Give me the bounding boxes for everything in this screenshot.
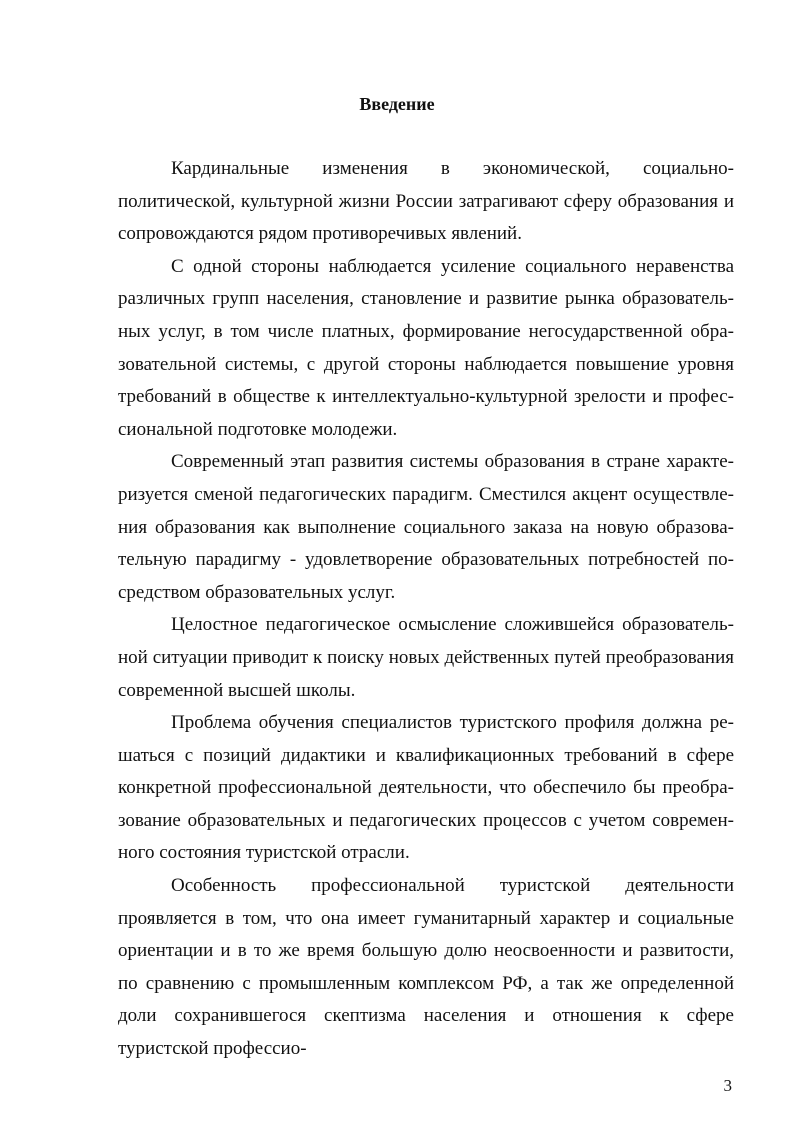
paragraph: Проблема обучения специалистов туристского профиля должна решаться с позиций дидактики и квалификационных требований в сфере конкретной профессиональной деятельности, что обеспечило бы преобразование образовательных и педагогических процессов с учетом современного состояния туристской отрасли. — [118, 712, 734, 864]
paragraph: Особенность профессиональной туристской деятельности проявляется в том, что она имеет гуманитарный характер и социальные ориентации и в то же время большую долю неосвоенности и развитости, по сравнению с промышленным комплексом РФ, а так же определенной доли сохранившегося скептизма населения и отношения к сфере туристской профессио- — [118, 875, 734, 1060]
paragraph: Целостное педагогическое осмысление сложившейся образовательной ситуации приводит к поиску новых действенных путей преобразования современной высшей школы. — [118, 614, 734, 701]
page-number: 3 — [723, 1076, 732, 1095]
body-text — [118, 153, 734, 1066]
paragraph: Кардинальные изменения в экономической, социально-политической, культурной жизни России затрагивают сферу образования и сопровождаются рядом противоречивых явлений. — [118, 158, 734, 245]
paragraph: Современный этап развития системы образования в стране характеризуется сменой педагогических парадигм. Сместился акцент осуществления образования как выполнение социального заказа на новую образовательную парадигму - удовлетворение образовательных потребностей посредством образовательных услуг. — [118, 451, 734, 603]
paragraph: С одной стороны наблюдается усиление социального неравенства различных групп населения, становление и развитие рынка образовательных услуг, в том числе платных, формирование негосударственной образовательной системы, с другой стороны наблюдается повышение уровня требований в обществе к интеллектуально-культурной зрелости и профессиональной подготовке молодежи. — [118, 255, 734, 440]
section-title: Введение — [359, 94, 435, 114]
